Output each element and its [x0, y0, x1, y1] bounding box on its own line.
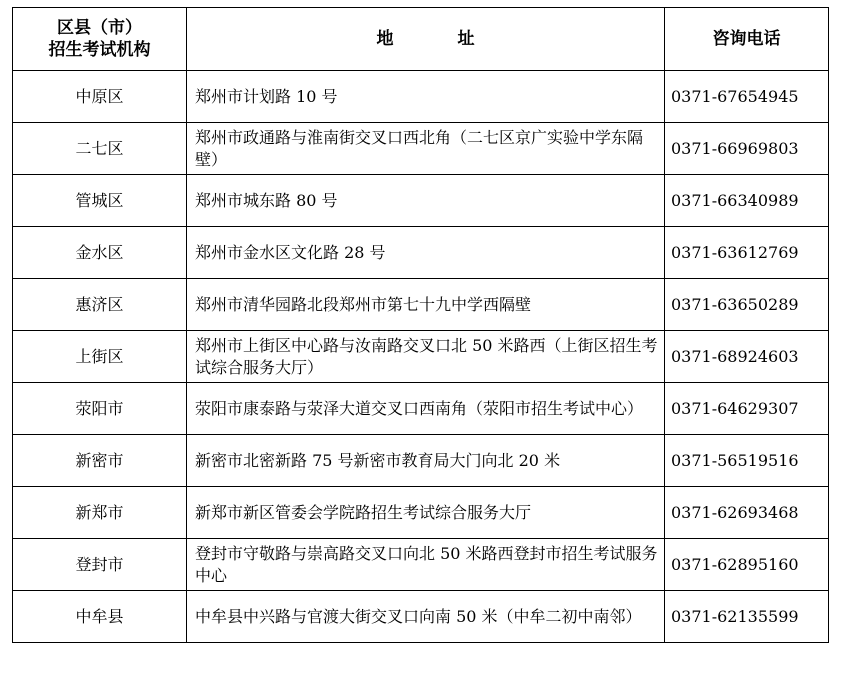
header-address-label: 地址 — [376, 29, 539, 49]
district-cell: 惠济区 — [13, 279, 187, 331]
address-cell: 郑州市金水区文化路 28 号 — [187, 227, 665, 279]
district-cell: 管城区 — [13, 175, 187, 227]
table-row — [13, 279, 829, 331]
district-cell: 二七区 — [13, 123, 187, 175]
address-cell: 郑州市城东路 80 号 — [187, 175, 665, 227]
header-phone — [665, 8, 829, 71]
phone-cell: 0371-67654945 — [665, 71, 829, 123]
header-phone-label: 咨询电话 — [712, 29, 781, 49]
address-cell: 登封市守敬路与崇高路交叉口向北 50 米路西登封市招生考试服务中心 — [187, 539, 665, 591]
phone-cell: 0371-56519516 — [665, 435, 829, 487]
header-district — [13, 8, 187, 71]
table-row — [13, 71, 829, 123]
address-cell: 中牟县中兴路与官渡大街交叉口向南 50 米（中牟二初中南邻） — [187, 591, 665, 643]
table-row — [13, 123, 829, 175]
address-cell: 新郑市新区管委会学院路招生考试综合服务大厅 — [187, 487, 665, 539]
header-address — [187, 8, 665, 71]
phone-cell: 0371-68924603 — [665, 331, 829, 383]
table-row — [13, 227, 829, 279]
header-district-line2: 招生考试机构 — [48, 40, 151, 60]
phone-cell: 0371-66340989 — [665, 175, 829, 227]
phone-cell: 0371-62895160 — [665, 539, 829, 591]
table-row — [13, 539, 829, 591]
table-row — [13, 591, 829, 643]
district-cell: 新密市 — [13, 435, 187, 487]
phone-cell: 0371-62693468 — [665, 487, 829, 539]
exam-office-contact-table — [12, 7, 829, 643]
district-cell: 中原区 — [13, 71, 187, 123]
address-cell: 郑州市清华园路北段郑州市第七十九中学西隔壁 — [187, 279, 665, 331]
address-cell: 新密市北密新路 75 号新密市教育局大门向北 20 米 — [187, 435, 665, 487]
address-cell: 郑州市计划路 10 号 — [187, 71, 665, 123]
table-row — [13, 435, 829, 487]
table-row — [13, 487, 829, 539]
district-cell: 中牟县 — [13, 591, 187, 643]
phone-cell: 0371-63650289 — [665, 279, 829, 331]
phone-cell: 0371-63612769 — [665, 227, 829, 279]
district-cell: 登封市 — [13, 539, 187, 591]
table-row — [13, 331, 829, 383]
table-row — [13, 383, 829, 435]
table-row — [13, 175, 829, 227]
address-cell: 郑州市上街区中心路与汝南路交叉口北 50 米路西（上街区招生考试综合服务大厅） — [187, 331, 665, 383]
table-header-row — [13, 8, 829, 71]
district-cell: 新郑市 — [13, 487, 187, 539]
address-cell: 郑州市政通路与淮南街交叉口西北角（二七区京广实验中学东隔壁） — [187, 123, 665, 175]
phone-cell: 0371-66969803 — [665, 123, 829, 175]
district-cell: 上街区 — [13, 331, 187, 383]
district-cell: 荥阳市 — [13, 383, 187, 435]
district-cell: 金水区 — [13, 227, 187, 279]
phone-cell: 0371-64629307 — [665, 383, 829, 435]
address-cell: 荥阳市康泰路与荥泽大道交叉口西南角（荥阳市招生考试中心） — [187, 383, 665, 435]
phone-cell: 0371-62135599 — [665, 591, 829, 643]
header-district-line1: 区县（市） — [57, 18, 142, 38]
